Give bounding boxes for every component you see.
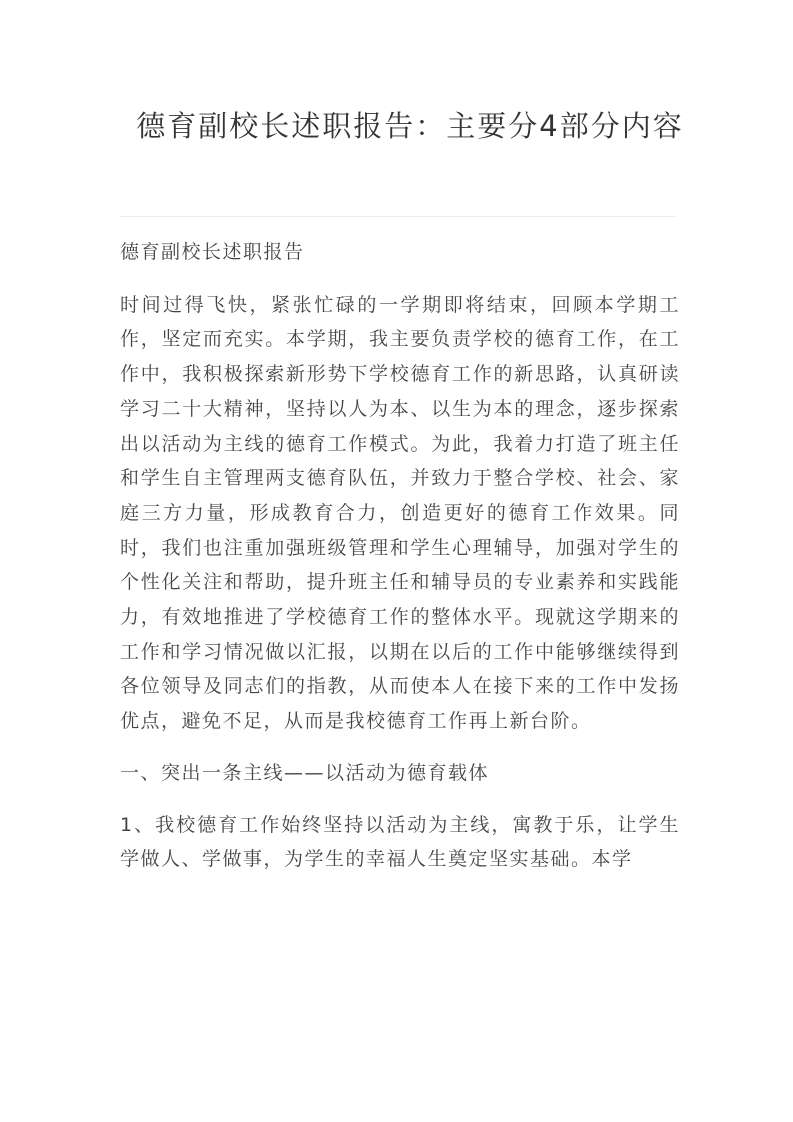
document-title: 德育副校长述职报告：主要分4部分内容: [136, 109, 684, 143]
title-divider: [120, 216, 675, 217]
section-heading: 一、突出一条主线——以活动为德育载体: [120, 761, 490, 784]
body-paragraph-intro: 时间过得飞快，紧张忙碌的一学期即将结束，回顾本学期工作，坚定而充实。本学期，我主要负责学校的德育工作，在工作中，我积极探索新形势下学校德育工作的新思路，认真研读学习二十大精神，坚持以人为本、以生为本的理念，逐步探索出以活动为主线的德育工作模式。为此，我着力打造了班主任和学生自主管理两支德育队伍，并致力于整合学校、社会、家庭三方力量，形成教育合力，创造更好的德育工作效果。同时，我们也注重加强班级管理和学生心理辅导，加强对学生的个性化关注和帮助，提升班主任和辅导员的专业素养和实践能力，有效地推进了学校德育工作的整体水平。现就这学期来的工作和学习情况做以汇报，以期在以后的工作中能够继续得到各位领导及同志们的指教，从而使本人在接下来的工作中发扬优点，避免不足，从而是我校德育工作再上新台阶。: [120, 293, 680, 733]
document-body: [120, 235, 680, 894]
document-subtitle: 德育副校长述职报告: [120, 241, 305, 263]
body-paragraph-item-1: 1、我校德育工作始终坚持以活动为主线，寓教于乐，让学生学做人、学做事，为学生的幸福人生奠定坚实基础。本学: [120, 813, 680, 871]
